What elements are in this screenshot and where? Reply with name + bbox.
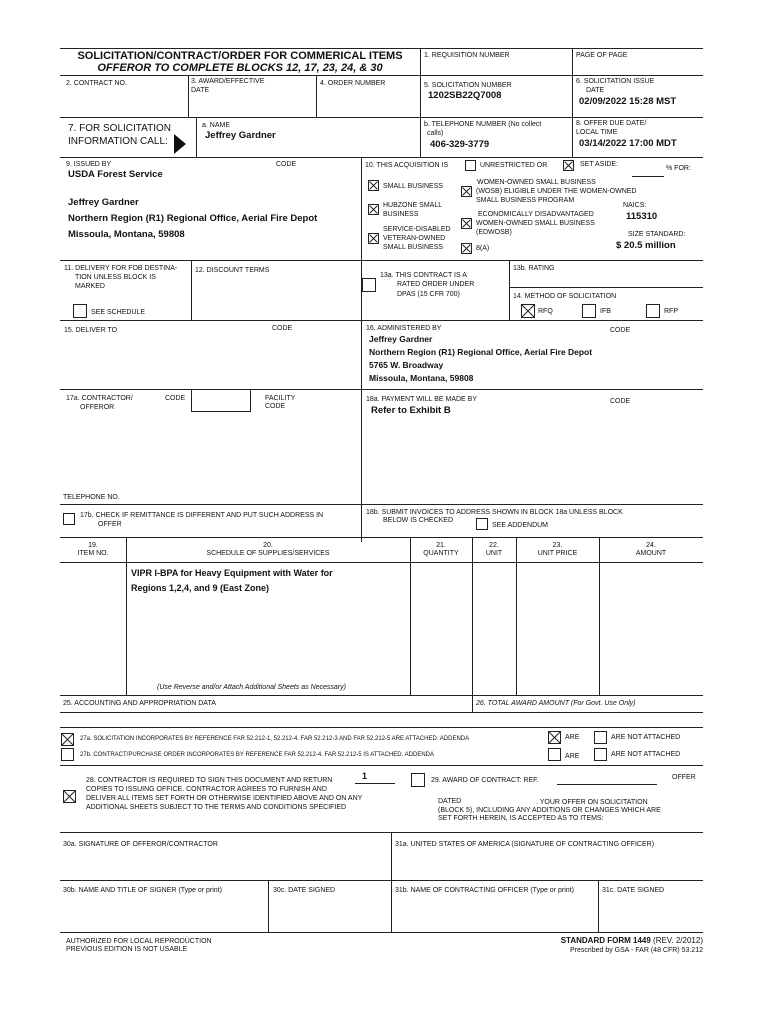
- edwosb-label-3: (EDWOSB): [476, 229, 512, 236]
- issued-by-label: 9. ISSUED BY: [66, 161, 112, 168]
- rated-order-checkbox[interactable]: [362, 278, 376, 292]
- contractor-label-1: 17a. CONTRACTOR/: [66, 395, 133, 402]
- percent-for-label: % FOR:: [666, 165, 691, 172]
- sdvosb-label-1: SERVICE-DISABLED: [383, 226, 451, 233]
- ifb-label: IFB: [600, 308, 611, 315]
- standard-form-id: [440, 936, 703, 946]
- standard-form-name: STANDARD FORM 1449: [560, 936, 651, 945]
- issue-date-label: 6. SOLICITATION ISSUE: [576, 78, 655, 85]
- block-29-checkbox[interactable]: [411, 773, 425, 787]
- see-schedule-checkbox[interactable]: [73, 304, 87, 318]
- size-standard-value: $ 20.5 million: [616, 240, 676, 251]
- officer-date-label: 31c. DATE SIGNED: [602, 887, 665, 894]
- facility-code-label-2: CODE: [265, 403, 286, 410]
- award-ref-label: 29. AWARD OF CONTRACT: REF.: [431, 777, 539, 784]
- dated-label: DATED: [438, 798, 462, 805]
- payment-code-label: CODE: [610, 398, 631, 405]
- info-call-label-2: INFORMATION CALL:: [68, 136, 168, 147]
- contract-no-label: 2. CONTRACT NO.: [66, 80, 127, 87]
- rated-order-label-1: 13a. THIS CONTRACT IS A: [380, 272, 467, 279]
- telephone-label: b. TELEPHONE NUMBER (No collect: [424, 121, 542, 128]
- delivery-fob-label-2: TION UNLESS BLOCK IS: [75, 274, 156, 281]
- award-text-1: . YOUR OFFER ON SOLICITATION: [536, 799, 648, 806]
- award-text-3: SET FORTH HEREIN, IS ACCEPTED AS TO ITEMS:: [438, 815, 604, 822]
- award-date-label: 3. AWARD/EFFECTIVE: [191, 78, 265, 85]
- clause-27b-are-not-checkbox[interactable]: [594, 748, 607, 761]
- accounting-label: 25. ACCOUNTING AND APPROPRIATION DATA: [63, 700, 216, 707]
- small-business-label: SMALL BUSINESS: [383, 183, 444, 190]
- col-schedule-num: 20.: [263, 542, 273, 549]
- hubzone-label-2: BUSINESS: [383, 211, 419, 218]
- issued-by-contact: Jeffrey Gardner: [68, 197, 139, 208]
- offer-due-value: 03/14/2022 17:00 MDT: [579, 138, 677, 149]
- telephone-no-label: TELEPHONE NO.: [63, 494, 120, 501]
- signer-date-label: 30c. DATE SIGNED: [273, 887, 336, 894]
- total-award-label: 26. TOTAL AWARD AMOUNT (For Govt. Use Only): [476, 700, 636, 707]
- contractor-label-2: OFFEROR: [80, 404, 115, 411]
- offer-due-label-2: LOCAL TIME: [576, 129, 618, 136]
- col-quantity-header: QUANTITY: [423, 550, 459, 557]
- see-addendum-label: SEE ADDENDUM: [492, 522, 549, 529]
- edwosb-checkbox[interactable]: [461, 218, 472, 229]
- award-date-label-2: DATE: [191, 87, 210, 94]
- edwosb-label-2: WOMEN-OWNED SMALL BUSINESS: [476, 220, 595, 227]
- block-28-label-2: COPIES TO ISSUING OFFICE. CONTRACTOR AGREES TO FURNISH AND: [86, 786, 327, 793]
- remittance-label-2: OFFER: [98, 521, 122, 528]
- administered-by-code-label: CODE: [610, 327, 631, 334]
- small-business-checkbox[interactable]: [368, 180, 379, 191]
- issue-date-label-2: DATE: [586, 87, 605, 94]
- administered-by-label: 16. ADMINISTERED BY: [366, 325, 442, 332]
- order-number-label: 4. ORDER NUMBER: [320, 80, 386, 87]
- clause-27b-label: 27b. CONTRACT/PURCHASE ORDER INCORPORATES BY REFERENCE FAR 52.212-4. FAR 52.212-5 IS ATTACHED. ADDENDA: [80, 752, 434, 758]
- payment-label: 18a. PAYMENT WILL BE MADE BY: [366, 396, 477, 403]
- rfq-checkbox[interactable]: [521, 304, 535, 318]
- form-title: SOLICITATION/CONTRACT/ORDER FOR COMMERICAL ITEMS: [77, 50, 403, 62]
- rated-order-label-2: RATED ORDER UNDER: [397, 281, 475, 288]
- wosb-label-1: WOMEN-OWNED SMALL BUSINESS: [477, 179, 596, 186]
- rating-label: 13b. RATING: [513, 265, 555, 272]
- administered-by-office: Northern Region (R1) Regional Office, Aerial Fire Depot: [369, 347, 593, 357]
- naics-label: NAICS:: [623, 202, 647, 209]
- issued-by-city: Missoula, Montana, 59808: [68, 229, 185, 240]
- acquisition-label: 10. THIS ACQUISITION IS: [365, 162, 449, 169]
- set-aside-checkbox[interactable]: [563, 160, 574, 171]
- footer-reproduction: AUTHORIZED FOR LOCAL REPRODUCTION: [66, 938, 212, 945]
- officer-name-label: 31b. NAME OF CONTRACTING OFFICER (Type or print): [395, 887, 574, 894]
- col-unit-price-num: 23.: [552, 542, 563, 549]
- telephone-value: 406-329-3779: [430, 139, 490, 150]
- block-28-label-4: ADDITIONAL SHEETS SUBJECT TO THE TERMS AND CONDITIONS SPECIFIED: [86, 804, 347, 811]
- telephone-label-2: calls): [427, 130, 444, 137]
- naics-value: 115310: [626, 211, 658, 222]
- footer-previous-edition: PREVIOUS EDITION IS NOT USABLE: [66, 946, 188, 953]
- wosb-label-2: (WOSB) ELIGIBLE UNDER THE WOMEN-OWNED: [476, 188, 637, 195]
- wosb-label-3: SMALL BUSINESS PROGRAM: [476, 197, 575, 204]
- info-call-label: 7. FOR SOLICITATION: [68, 123, 171, 134]
- ifb-checkbox[interactable]: [582, 304, 596, 318]
- col-unit-price-header: UNIT PRICE: [537, 550, 578, 557]
- clause-27a-are-label: ARE: [565, 734, 580, 741]
- payment-value: Refer to Exhibit B: [371, 405, 451, 416]
- rfp-label: RFP: [664, 308, 678, 315]
- clause-27a-checkbox[interactable]: [61, 733, 74, 746]
- issued-by-agency: USDA Forest Service: [68, 169, 163, 180]
- reverse-note: (Use Reverse and/or Attach Additional Sheets as Necessary): [157, 684, 346, 691]
- remittance-label-1: 17b. CHECK IF REMITTANCE IS DIFFERENT AND PUT SUCH ADDRESS IN: [80, 512, 324, 519]
- solicitation-number-label: 5. SOLICITATION NUMBER: [424, 82, 512, 89]
- deliver-to-code-label: CODE: [272, 325, 293, 332]
- invoices-label-2: BELOW IS CHECKED: [383, 517, 454, 524]
- clause-27b-are-checkbox[interactable]: [548, 748, 561, 761]
- clause-27a-label: 27a. SOLICITATION INCORPORATES BY REFERENCE FAR 52.212-1, 52.212-4. FAR 52.212-3 AND FAR 52.212-5 ARE ATTACHED. ADDENDA: [80, 736, 470, 742]
- hubzone-checkbox[interactable]: [368, 204, 379, 215]
- administered-by-contact: Jeffrey Gardner: [369, 334, 433, 344]
- contact-name-value: Jeffrey Gardner: [205, 130, 276, 141]
- form-subtitle: OFFEROR TO COMPLETE BLOCKS 12, 17, 23, 24, & 30: [97, 62, 383, 74]
- sdvosb-label-2: VETERAN-OWNED: [383, 235, 446, 242]
- sdvosb-label-3: SMALL BUSINESS: [383, 244, 444, 251]
- unrestricted-checkbox[interactable]: [465, 160, 476, 171]
- standard-form-prescribed: Prescribed by GSA - FAR (48 CFR) 53.212: [569, 947, 703, 954]
- facility-code-label-1: FACILITY: [265, 395, 296, 402]
- arrow-right-icon: [174, 134, 186, 154]
- block-28-checkbox[interactable]: [63, 790, 76, 803]
- administered-by-street: 5765 W. Broadway: [369, 360, 444, 370]
- clause-27b-are-not-label: ARE NOT ATTACHED: [611, 751, 681, 758]
- issued-by-code-label: CODE: [276, 161, 297, 168]
- eighta-label: 8(A): [476, 245, 490, 252]
- discount-terms-label: 12. DISCOUNT TERMS: [195, 267, 270, 274]
- remittance-checkbox[interactable]: [63, 513, 75, 525]
- col-item-no-num: 19.: [88, 542, 98, 549]
- offeror-signature-label: 30a. SIGNATURE OF OFFEROR/CONTRACTOR: [63, 841, 218, 848]
- signer-name-label: 30b. NAME AND TITLE OF SIGNER (Type or print): [63, 887, 222, 894]
- administered-by-city: Missoula, Montana, 59808: [369, 373, 474, 383]
- contracting-officer-signature-label: 31a. UNITED STATES OF AMERICA (SIGNATURE OF CONTRACTING OFFICER): [395, 841, 655, 848]
- block-28-label-1: 28. CONTRACTOR IS REQUIRED TO SIGN THIS DOCUMENT AND RETURN: [86, 777, 333, 784]
- solicitation-number-value: 1202SB22Q7008: [428, 90, 502, 101]
- see-schedule-label: SEE SCHEDULE: [91, 309, 146, 316]
- schedule-description-2: Regions 1,2,4, and 9 (East Zone): [131, 583, 270, 593]
- col-schedule-header: SCHEDULE OF SUPPLIES/SERVICES: [206, 550, 330, 557]
- col-amount-header: AMOUNT: [635, 550, 667, 557]
- invoices-label-1: 18b. SUBMIT INVOICES TO ADDRESS SHOWN IN BLOCK 18a UNLESS BLOCK: [366, 509, 623, 516]
- col-amount-num: 24.: [646, 542, 656, 549]
- clause-27a-are-checkbox[interactable]: [548, 731, 561, 744]
- unrestricted-label: UNRESTRICTED OR: [480, 162, 548, 169]
- offer-due-label: 8. OFFER DUE DATE/: [576, 120, 647, 127]
- contractor-code-label: CODE: [165, 395, 186, 402]
- wosb-checkbox[interactable]: [461, 186, 472, 197]
- rated-order-label-3: DPAS (15 CFR 700): [397, 291, 460, 298]
- hubzone-label-1: HUBZONE SMALL: [383, 202, 443, 209]
- sdvosb-checkbox[interactable]: [368, 233, 379, 244]
- block-28-label-3: DELIVER ALL ITEMS SET FORTH OR OTHERWISE IDENTIFIED ABOVE AND ON ANY: [86, 795, 363, 802]
- delivery-fob-label-1: 11. DELIVERY FOR FOB DESTINA-: [64, 265, 178, 272]
- col-unit-num: 22.: [489, 542, 499, 549]
- see-addendum-checkbox[interactable]: [476, 518, 488, 530]
- clause-27b-are-label: ARE: [565, 753, 580, 760]
- col-quantity-num: 21.: [436, 542, 446, 549]
- size-standard-label: SIZE STANDARD:: [628, 231, 686, 238]
- award-text-2: (BLOCK 5), INCLUDING ANY ADDITIONS OR CHANGES WHICH ARE: [438, 807, 661, 814]
- block-28-copies-value: 1: [362, 771, 368, 781]
- clause-27a-are-not-checkbox[interactable]: [594, 731, 607, 744]
- delivery-fob-label-3: MARKED: [75, 283, 105, 290]
- edwosb-label-1: ECONOMICALLY DISADVANTAGED: [478, 211, 594, 218]
- method-label: 14. METHOD OF SOLICITATION: [513, 293, 617, 300]
- offer-label: OFFER: [672, 774, 696, 781]
- rfp-checkbox[interactable]: [646, 304, 660, 318]
- requisition-number-label: 1. REQUISITION NUMBER: [424, 52, 510, 59]
- issue-date-value: 02/09/2022 15:28 MST: [579, 96, 677, 107]
- schedule-description-1: VIPR I-BPA for Heavy Equipment with Water for: [131, 568, 333, 578]
- deliver-to-label: 15. DELIVER TO: [64, 327, 118, 334]
- col-item-no-header: ITEM NO.: [77, 550, 109, 557]
- set-aside-label: SET ASIDE:: [580, 161, 618, 168]
- clause-27b-checkbox[interactable]: [61, 748, 74, 761]
- page-of-page-label: PAGE OF PAGE: [576, 52, 628, 59]
- eighta-checkbox[interactable]: [461, 243, 472, 254]
- issued-by-office: Northern Region (R1) Regional Office, Aerial Fire Depot: [68, 213, 318, 224]
- name-label: a. NAME: [202, 122, 231, 129]
- standard-form-rev: (REV. 2/2012): [653, 936, 703, 945]
- col-unit-header: UNIT: [485, 550, 503, 557]
- rfq-label: RFQ: [538, 308, 553, 315]
- clause-27a-are-not-label: ARE NOT ATTACHED: [611, 734, 681, 741]
